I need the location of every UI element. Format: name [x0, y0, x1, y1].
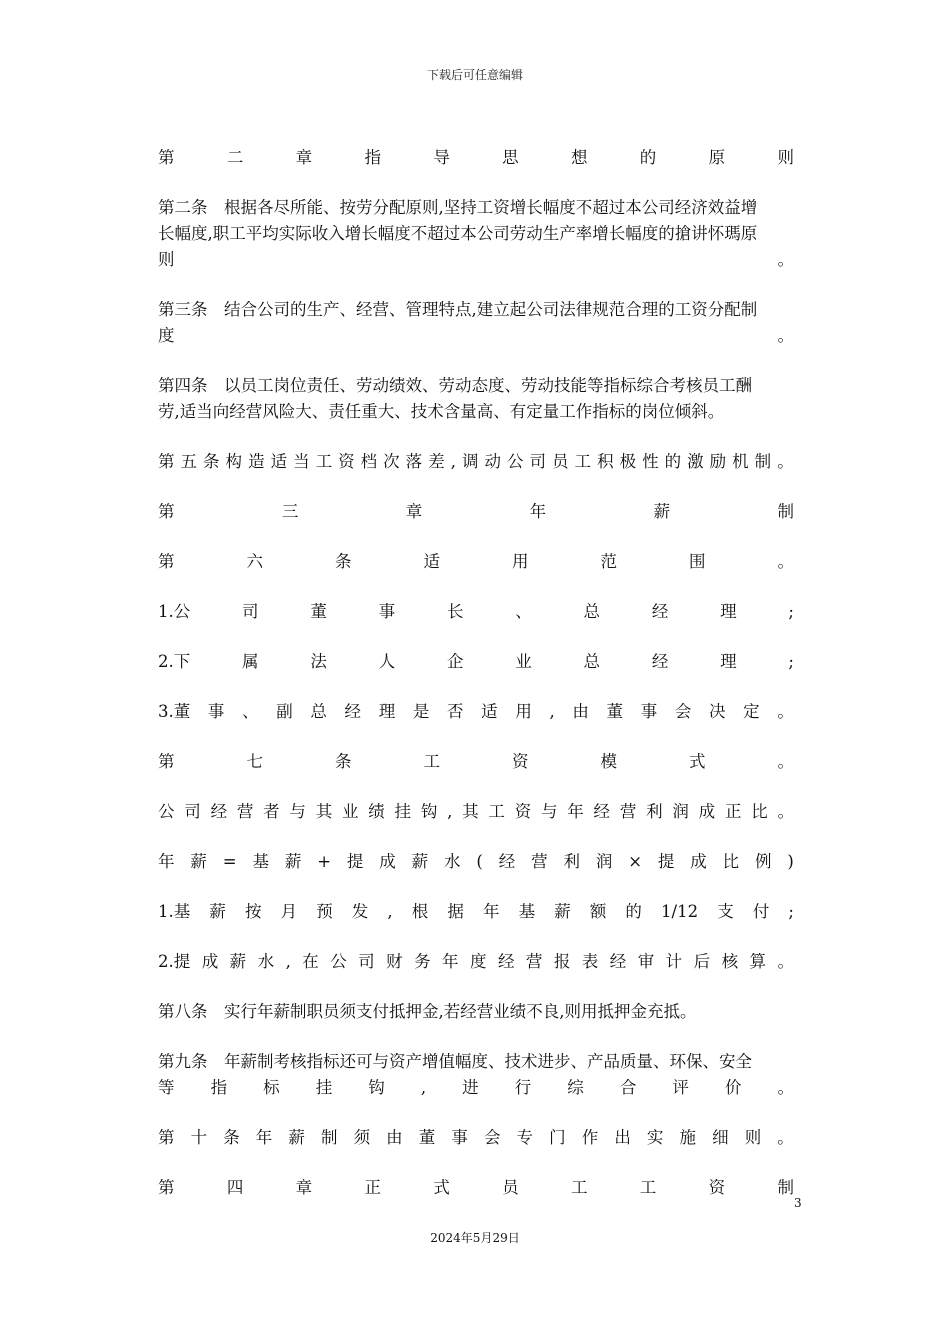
- word: 原: [708, 148, 726, 167]
- char: 的: [664, 452, 682, 471]
- word: 实: [646, 1128, 664, 1147]
- word: 施: [679, 1128, 696, 1147]
- word: 由: [386, 1128, 403, 1147]
- word: 价: [724, 1078, 742, 1097]
- commission-item: [158, 949, 794, 975]
- char: 构: [225, 452, 243, 471]
- word: 综: [567, 1078, 584, 1097]
- article-5: [158, 449, 794, 475]
- word: 2.下: [158, 652, 191, 671]
- word: 则: [744, 1128, 762, 1147]
- word: 导: [433, 148, 450, 167]
- word: 营: [236, 802, 254, 821]
- word: 根: [411, 902, 429, 921]
- word: 长: [446, 602, 464, 621]
- word: 须: [353, 1128, 371, 1147]
- list-item-3: [158, 699, 794, 725]
- word: 。: [777, 952, 794, 971]
- text-line: 第二条 根据各尽所能、按劳分配原则,坚持工资增长幅度不超过本公司经济效益增: [158, 198, 758, 217]
- char: 激: [687, 452, 704, 471]
- word: 年: [442, 952, 459, 971]
- word: 指: [364, 148, 381, 167]
- word: 董: [310, 602, 327, 621]
- word: 司: [358, 952, 375, 971]
- word: 正: [364, 1178, 381, 1197]
- word: 理: [378, 702, 396, 721]
- word: 章: [405, 502, 423, 521]
- salary-statement: [158, 799, 794, 825]
- chapter-4-heading: [158, 1175, 794, 1201]
- word: 经: [497, 952, 515, 971]
- word: 公: [330, 952, 347, 971]
- word: 1.公: [158, 602, 191, 621]
- word: 人: [378, 652, 396, 671]
- word: 比: [722, 852, 740, 871]
- word: 付: [752, 902, 770, 921]
- char: ,: [450, 452, 456, 471]
- word: 薪: [653, 502, 671, 521]
- word: 司: [242, 602, 259, 621]
- word: 行: [514, 1078, 532, 1097]
- word: 年: [255, 1128, 273, 1147]
- text-line: [158, 1175, 794, 1201]
- word: 司: [184, 802, 201, 821]
- word: 年: [158, 852, 175, 871]
- char: 积: [597, 452, 614, 471]
- word: 制: [777, 502, 794, 521]
- article-8: [158, 999, 794, 1025]
- word: 经: [593, 802, 611, 821]
- word: 属: [242, 652, 259, 671]
- word: 。: [777, 250, 794, 269]
- word: 度: [469, 952, 487, 971]
- char: 资: [338, 452, 355, 471]
- word: +: [317, 852, 332, 871]
- char: 适: [270, 452, 288, 471]
- article-7: [158, 749, 794, 775]
- word: 月: [280, 902, 298, 921]
- word: 门: [549, 1128, 566, 1147]
- article-2: [158, 195, 794, 273]
- word: 评: [672, 1078, 689, 1097]
- word: 润: [595, 852, 613, 871]
- word: 副: [276, 702, 293, 721]
- text-line: 第三条 结合公司的生产、经营、管理特点,建立起公司法律规范合理的工资分配制: [158, 300, 758, 319]
- word: ,: [549, 702, 555, 721]
- text-line: [158, 549, 794, 575]
- word: 财: [386, 952, 403, 971]
- word: 事: [378, 602, 396, 621]
- word: 七: [246, 752, 263, 771]
- word: 薪: [554, 902, 571, 921]
- char: 档: [360, 452, 378, 471]
- text-line: [158, 499, 794, 525]
- text-line: [158, 749, 794, 775]
- word: 等: [158, 1078, 175, 1097]
- char: 励: [709, 452, 727, 471]
- word: 经: [651, 602, 669, 621]
- word: 理: [720, 652, 737, 671]
- text-line: 第九条 年薪制考核指标还可与资产增值幅度、技术进步、产品质量、环保、安全: [158, 1052, 752, 1071]
- text-line: [158, 799, 794, 825]
- word: 与: [540, 802, 558, 821]
- char: 工: [574, 452, 592, 471]
- page-number: 3: [794, 1196, 802, 1210]
- char: 动: [484, 452, 501, 471]
- word: 企: [446, 652, 464, 671]
- word: ;: [788, 652, 794, 671]
- word: 利: [563, 852, 580, 871]
- word: 会: [483, 1128, 501, 1147]
- word: 、: [515, 602, 532, 621]
- word: 提: [657, 852, 675, 871]
- word: 四: [226, 1178, 244, 1197]
- word: 务: [414, 952, 431, 971]
- word: 正: [724, 802, 742, 821]
- word: 审: [637, 952, 655, 971]
- word: 总: [310, 702, 327, 721]
- article-4: [158, 373, 794, 425]
- word: 据: [447, 902, 464, 921]
- word: 二: [226, 148, 244, 167]
- word: 提: [346, 852, 364, 871]
- word: 指: [210, 1078, 228, 1097]
- word: 润: [672, 802, 689, 821]
- word: 事: [451, 1128, 468, 1147]
- word: ,: [285, 952, 291, 971]
- word: 思: [502, 148, 519, 167]
- word: 董: [418, 1128, 436, 1147]
- word: 合: [619, 1078, 637, 1097]
- word: 资: [708, 1178, 726, 1197]
- word: 度: [158, 326, 175, 345]
- word: 第: [158, 502, 175, 521]
- word: 年: [482, 902, 500, 921]
- word: 资: [514, 802, 532, 821]
- word: 条: [223, 1128, 240, 1147]
- char: 落: [405, 452, 423, 471]
- word: 经: [651, 652, 669, 671]
- word: 发: [351, 902, 369, 921]
- word: 否: [447, 702, 464, 721]
- word: 章: [295, 1178, 313, 1197]
- text-line: [158, 1125, 794, 1151]
- text-line: [158, 849, 794, 875]
- word: 标: [263, 1078, 280, 1097]
- word: 成: [201, 952, 219, 971]
- word: 法: [310, 652, 327, 671]
- word: 资: [512, 752, 529, 771]
- char: 。: [777, 452, 794, 471]
- word: 经: [344, 702, 362, 721]
- base-salary-item: [158, 899, 794, 925]
- word: 薪: [229, 952, 247, 971]
- word: 营: [531, 852, 548, 871]
- word: 范: [600, 552, 617, 571]
- word: =: [222, 852, 237, 871]
- word: 其: [462, 802, 479, 821]
- chapter-3-heading: [158, 499, 794, 525]
- word: 适: [423, 552, 440, 571]
- text-line: [158, 1075, 794, 1101]
- char: 性: [642, 452, 659, 471]
- word: 例: [755, 852, 772, 871]
- word: 六: [246, 552, 263, 571]
- char: 极: [619, 452, 637, 471]
- word: 出: [614, 1128, 631, 1147]
- word: 3.董: [158, 702, 191, 721]
- text-line: [158, 323, 794, 349]
- word: 式: [689, 752, 706, 771]
- text-line: 第四条 以员工岗位责任、劳动绩效、劳动态度、劳动技能等指标综合考核员工酬: [158, 376, 752, 395]
- word: ,: [447, 802, 453, 821]
- word: ,: [420, 1078, 427, 1097]
- word: ×: [628, 852, 643, 871]
- word: 比: [751, 802, 768, 821]
- word: 2.提: [158, 952, 191, 971]
- word: 用: [512, 552, 529, 571]
- word: 则: [158, 250, 175, 269]
- char: 制: [754, 452, 772, 471]
- word: 决: [709, 702, 726, 721]
- word: 总: [583, 602, 601, 621]
- word: 基: [518, 902, 536, 921]
- word: 。: [777, 752, 794, 771]
- word: 成: [698, 802, 716, 821]
- word: 是: [412, 702, 430, 721]
- chapter-2-heading: [158, 145, 794, 171]
- text-line: [158, 247, 794, 273]
- word: 表: [581, 952, 599, 971]
- word: 第: [158, 148, 175, 167]
- word: 适: [481, 702, 498, 721]
- char: 调: [461, 452, 479, 471]
- word: 基: [252, 852, 269, 871]
- word: 年: [567, 802, 584, 821]
- article-6: [158, 549, 794, 575]
- word: 围: [689, 552, 706, 571]
- word: 章: [295, 148, 313, 167]
- word: 1.基: [158, 902, 191, 921]
- word: 制: [777, 1178, 794, 1197]
- word: 条: [335, 752, 352, 771]
- word: 定: [743, 702, 760, 721]
- word: 事: [640, 702, 658, 721]
- word: 成: [690, 852, 707, 871]
- word: 年: [529, 502, 547, 521]
- word: 十: [190, 1128, 208, 1147]
- word: 营: [619, 802, 637, 821]
- word: ,: [387, 902, 393, 921]
- article-3: [158, 297, 794, 349]
- word: 薪: [209, 902, 226, 921]
- word: 制: [320, 1128, 338, 1147]
- word: 式: [433, 1178, 450, 1197]
- word: 、: [242, 702, 259, 721]
- word: 。: [777, 552, 794, 571]
- salary-formula: [158, 849, 794, 875]
- char: 公: [507, 452, 524, 471]
- article-9: [158, 1049, 794, 1101]
- word: 挂: [394, 802, 412, 821]
- word: 在: [302, 952, 319, 971]
- word: 第: [158, 552, 175, 571]
- char: 差: [428, 452, 445, 471]
- word: 则: [777, 148, 794, 167]
- word: ;: [788, 602, 794, 621]
- word: 经: [609, 952, 627, 971]
- word: 支: [717, 902, 734, 921]
- word: 额: [589, 902, 607, 921]
- word: 其: [315, 802, 333, 821]
- word: 。: [777, 1128, 794, 1147]
- word: 工: [423, 752, 440, 771]
- text-line: [158, 649, 794, 675]
- word: ): [787, 852, 794, 871]
- word: 会: [674, 702, 692, 721]
- word: ;: [788, 902, 794, 921]
- text-line: [158, 449, 794, 475]
- list-item-2: [158, 649, 794, 675]
- char: 当: [293, 452, 310, 471]
- word: 工: [488, 802, 505, 821]
- char: 机: [732, 452, 749, 471]
- word: 薪: [284, 852, 302, 871]
- word: 。: [777, 802, 794, 821]
- text-line: 第八条 实行年薪制职员须支付抵押金,若经营业绩不良,则用抵押金充抵。: [158, 1002, 697, 1021]
- word: 绩: [368, 802, 385, 821]
- word: 报: [553, 952, 571, 971]
- word: 算: [749, 952, 767, 971]
- char: 造: [248, 452, 265, 471]
- text-line: [158, 599, 794, 625]
- word: 薪: [411, 852, 429, 871]
- word: 。: [777, 326, 794, 345]
- word: 工: [570, 1178, 588, 1197]
- word: 预: [316, 902, 333, 921]
- word: 。: [777, 702, 794, 721]
- word: 的: [639, 148, 657, 167]
- word: 薪: [288, 1128, 305, 1147]
- word: 经: [498, 852, 516, 871]
- word: 1/12: [661, 902, 699, 921]
- word: 作: [581, 1128, 599, 1147]
- page-footer-date: 2024年5月29日: [430, 1231, 520, 1245]
- word: 理: [720, 602, 737, 621]
- char: 条: [203, 452, 220, 471]
- word: 员: [502, 1178, 519, 1197]
- word: 董: [606, 702, 624, 721]
- page-header: 下载后可任意编辑: [426, 68, 523, 82]
- word: 营: [525, 952, 543, 971]
- text-line: [158, 899, 794, 925]
- char: 员: [552, 452, 569, 471]
- word: 经: [210, 802, 228, 821]
- list-item-1: [158, 599, 794, 625]
- char: 工: [315, 452, 333, 471]
- word: 核: [721, 952, 739, 971]
- word: 利: [646, 802, 663, 821]
- word: 进: [462, 1078, 479, 1097]
- char: 次: [383, 452, 400, 471]
- word: 用: [515, 702, 532, 721]
- word: 业: [341, 802, 359, 821]
- word: 按: [244, 902, 262, 921]
- word: 公: [158, 802, 175, 821]
- word: 与: [289, 802, 306, 821]
- word: 事: [207, 702, 225, 721]
- word: 计: [665, 952, 683, 971]
- word: 第: [158, 1128, 175, 1147]
- word: 后: [693, 952, 711, 971]
- text-line: [158, 145, 794, 171]
- word: 挂: [315, 1078, 333, 1097]
- text-line: [158, 699, 794, 725]
- word: 第: [158, 752, 175, 771]
- word: 想: [570, 148, 588, 167]
- word: 第: [158, 1178, 175, 1197]
- word: 水: [444, 852, 461, 871]
- char: 五: [180, 452, 198, 471]
- char: 第: [158, 452, 175, 471]
- text-line: 劳,适当向经营风险大、责任重大、技术含量高、有定量工作指标的岗位倾斜。: [158, 402, 725, 421]
- text-line: [158, 949, 794, 975]
- word: 薪: [190, 852, 207, 871]
- word: 总: [583, 652, 601, 671]
- word: 模: [600, 752, 617, 771]
- word: 钩: [420, 802, 438, 821]
- text-line: 长幅度,职工平均实际收入增长幅度不超过本公司劳动生产率增长幅度的搶讲怀瑪原: [158, 224, 758, 243]
- word: 条: [335, 552, 352, 571]
- word: 细: [712, 1128, 729, 1147]
- word: 钩: [368, 1078, 385, 1097]
- article-10: [158, 1125, 794, 1151]
- word: (: [476, 852, 483, 871]
- word: 三: [281, 502, 299, 521]
- char: 司: [529, 452, 547, 471]
- word: 者: [263, 802, 280, 821]
- word: 专: [516, 1128, 534, 1147]
- word: 的: [625, 902, 642, 921]
- word: 水: [257, 952, 275, 971]
- word: 由: [572, 702, 589, 721]
- word: 业: [515, 652, 532, 671]
- word: 。: [777, 1078, 794, 1097]
- word: 工: [639, 1178, 657, 1197]
- word: 成: [379, 852, 396, 871]
- document-body: [158, 145, 794, 1225]
